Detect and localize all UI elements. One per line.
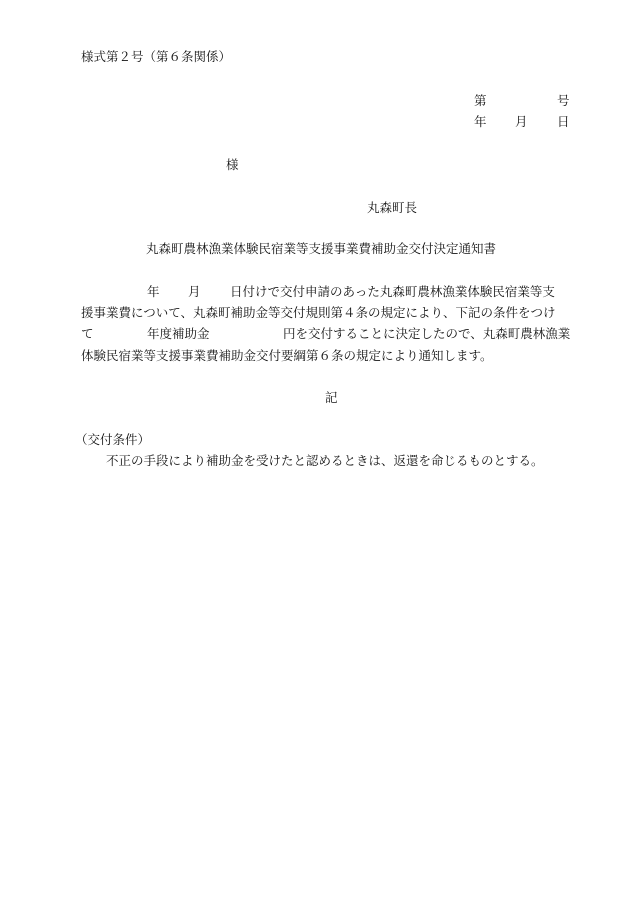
document-title: 丸森町農林漁業体験民宿業等支援事業費補助金交付決定通知書 <box>146 241 497 256</box>
body-year-label: 年 <box>147 284 160 299</box>
addressee-honorific: 様 <box>226 157 239 172</box>
conditions-heading: （交付条件） <box>75 432 151 447</box>
sender-title: 丸森町長 <box>367 200 418 215</box>
body-line-2: 援事業費について、丸森町補助金等交付規則第４条の規定により、下記の条件をつけ <box>81 305 556 320</box>
note-heading: 記 <box>325 390 338 405</box>
body-month-label: 月 <box>188 284 201 299</box>
document-number-suffix: 号 <box>557 93 570 108</box>
body-line-3: 円を交付することに決定したので、丸森町農林漁業 <box>283 326 571 341</box>
body-line-4: 体験民宿業等支援事業費補助金交付要綱第６条の規定により通知します。 <box>81 348 493 363</box>
date-day-label: 日 <box>557 114 570 129</box>
body-fiscal-year-label: 年度補助金 <box>147 326 210 341</box>
body-line-1: 日付けで交付申請のあった丸森町農林漁業体験民宿業等支 <box>230 284 555 299</box>
date-month-label: 月 <box>515 114 528 129</box>
document-number-prefix: 第 <box>474 93 487 108</box>
date-year-label: 年 <box>474 114 487 129</box>
form-label: 様式第２号（第６条関係） <box>81 49 232 64</box>
body-line-3-lead: て <box>81 326 94 341</box>
conditions-text: 不正の手段により補助金を受けたと認めるときは、返還を命じるものとする。 <box>106 453 544 468</box>
